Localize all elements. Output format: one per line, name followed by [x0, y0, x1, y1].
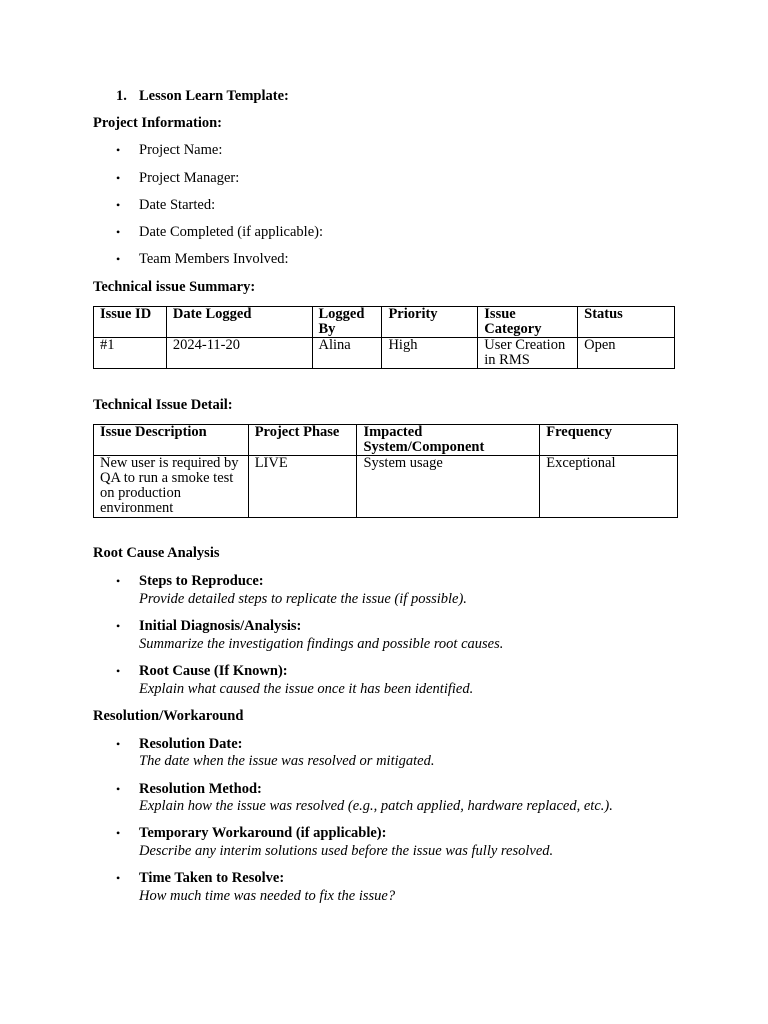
time-taken-desc: How much time was needed to fix the issue?: [139, 888, 396, 904]
logged-by-cell: Alina: [312, 338, 382, 369]
summary-header-cell: Status: [578, 307, 675, 338]
bullet: •: [116, 782, 121, 796]
initial-diagnosis-desc: Summarize the investigation findings and possible root causes.: [139, 636, 504, 652]
issue-id-cell: #1: [94, 338, 167, 369]
bullet: •: [116, 225, 121, 239]
summary-header-cell: Date Logged: [166, 307, 312, 338]
detail-header-cell: Impacted System/Component: [357, 425, 540, 456]
heading-number: 1.: [116, 88, 127, 104]
bullet: •: [116, 252, 121, 266]
detail-header-row: [94, 425, 678, 456]
date-started-label: Date Started:: [139, 197, 216, 213]
bullet: •: [116, 826, 121, 840]
resolution-date-label: Resolution Date:: [139, 736, 243, 752]
resolution-date-desc: The date when the issue was resolved or mitigated.: [139, 753, 435, 769]
bullet: •: [116, 619, 121, 633]
bullet: •: [116, 664, 121, 678]
steps-to-reproduce-label: Steps to Reproduce:: [139, 573, 264, 589]
bullet: •: [116, 143, 121, 157]
priority-cell: High: [382, 338, 478, 369]
frequency-cell: Exceptional: [540, 456, 678, 518]
document-title: Lesson Learn Template:: [139, 88, 289, 104]
detail-header-cell: Frequency: [540, 425, 678, 456]
detail-table: [93, 424, 678, 518]
bullet: •: [116, 171, 121, 185]
temporary-workaround-label: Temporary Workaround (if applicable):: [139, 825, 387, 841]
resolution-method-desc: Explain how the issue was resolved (e.g., patch applied, hardware replaced, etc.).: [139, 798, 613, 814]
resolution-method-label: Resolution Method:: [139, 781, 262, 797]
temporary-workaround-desc: Describe any interim solutions used before the issue was fully resolved.: [139, 843, 554, 859]
project-phase-cell: LIVE: [248, 456, 357, 518]
project-info-title: Project Information:: [93, 115, 222, 131]
summary-header-cell: Logged By: [312, 307, 382, 338]
date-logged-cell: 2024-11-20: [166, 338, 312, 369]
bullet: •: [116, 198, 121, 212]
detail-header-cell: Project Phase: [248, 425, 357, 456]
date-completed-label: Date Completed (if applicable):: [139, 224, 323, 240]
issue-description-cell: New user is required by QA to run a smoke test on production environment: [94, 456, 249, 518]
bullet: •: [116, 871, 121, 885]
issue-category-cell: User Creation in RMS: [478, 338, 578, 369]
initial-diagnosis-label: Initial Diagnosis/Analysis:: [139, 618, 302, 634]
root-cause-desc: Explain what caused the issue once it has been identified.: [139, 681, 474, 697]
table-row: [94, 338, 675, 369]
steps-to-reproduce-desc: Provide detailed steps to replicate the issue (if possible).: [139, 591, 467, 607]
bullet: •: [116, 574, 121, 588]
resolution-title: Resolution/Workaround: [93, 708, 244, 724]
detail-header-cell: Issue Description: [94, 425, 249, 456]
root-cause-label: Root Cause (If Known):: [139, 663, 288, 679]
root-cause-title: Root Cause Analysis: [93, 545, 220, 561]
summary-header-cell: Priority: [382, 307, 478, 338]
summary-title: Technical issue Summary:: [93, 279, 256, 295]
project-name-label: Project Name:: [139, 142, 223, 158]
time-taken-label: Time Taken to Resolve:: [139, 870, 285, 886]
summary-header-cell: Issue Category: [478, 307, 578, 338]
table-row: [94, 456, 678, 518]
project-manager-label: Project Manager:: [139, 170, 240, 186]
status-cell: Open: [578, 338, 675, 369]
summary-header-cell: Issue ID: [94, 307, 167, 338]
summary-table: [93, 306, 675, 369]
impacted-system-cell: System usage: [357, 456, 540, 518]
team-members-label: Team Members Involved:: [139, 251, 289, 267]
detail-title: Technical Issue Detail:: [93, 397, 233, 413]
bullet: •: [116, 737, 121, 751]
summary-header-row: [94, 307, 675, 338]
